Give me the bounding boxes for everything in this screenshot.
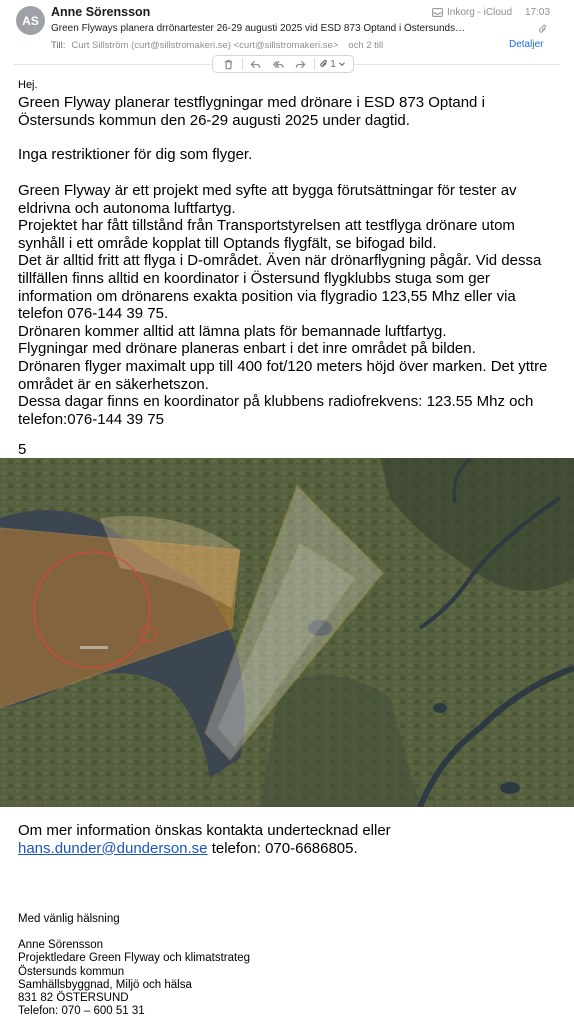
reply-icon — [250, 59, 261, 70]
airspace-map-image[interactable] — [0, 458, 574, 807]
reply-all-icon — [273, 59, 284, 70]
to-label: Till: — [51, 40, 66, 51]
signature-block — [18, 939, 250, 1019]
contact-text: Om mer information önskas kontakta undertecknad eller — [18, 822, 391, 839]
subject-line: Green Flyways planera drrönartester 26-29 augusti 2025 vid ESD 873 Optand i Östersunds… — [51, 23, 466, 34]
contact-email-link[interactable]: hans.dunder@dunderson.se — [18, 839, 208, 857]
mailbox-label: Inkorg - iCloud — [447, 7, 513, 18]
recipients-row — [51, 40, 383, 51]
image-number: 5 — [18, 441, 27, 458]
signature-org: Östersunds kommun — [18, 965, 125, 978]
restriction-paragraph: Inga restriktioner för dig som flyger. — [18, 146, 253, 163]
attachment-icon — [538, 23, 548, 35]
message-header — [0, 0, 574, 80]
trash-icon — [223, 59, 234, 70]
signature-phone: Telefon: 070 – 600 51 31 — [18, 1005, 145, 1018]
forward-button[interactable] — [292, 57, 310, 71]
received-time: 17:03 — [525, 7, 551, 18]
reply-button[interactable] — [247, 57, 265, 71]
body-line: Drönaren kommer alltid att lämna plats för bemannade luftfartyg. — [18, 322, 447, 340]
details-link[interactable]: Detaljer — [509, 39, 544, 50]
avatar[interactable]: AS — [16, 6, 45, 35]
sender-name[interactable]: Anne Sörensson — [51, 5, 151, 19]
inbox-icon — [432, 8, 443, 17]
paperclip-icon — [319, 59, 329, 69]
toolbar-divider — [314, 58, 315, 70]
body-line: Drönaren flyger maximalt upp till 400 fot/120 meters höjd över marken. Det yttre området är en säkerhetszon. — [18, 357, 548, 393]
body-line: Det är alltid fritt att flyga i D-området. Även när drönarflygning pågår. Vid dessa tillfällen finns alltid en koordinator i Östersund flygklubbs stuga som ger information om drönarens exakta position via flygradio 123,55 Mhz eller via telefon 076-144 39 75. — [18, 252, 542, 323]
signature-name: Anne Sörensson — [18, 939, 104, 951]
to-recipient[interactable]: Curt Sillström (curt@sillstromakeri.se) <curt@sillstromakeri.se> — [71, 40, 339, 51]
details-paragraph — [18, 182, 558, 428]
contact-paragraph — [18, 822, 558, 857]
intro-paragraph: Green Flyway planerar testflygningar med drönare i ESD 873 Optand i Östersunds kommun den 26-29 augusti 2025 under dagtid. — [18, 94, 485, 129]
body-line: Dessa dagar finns en koordinator på klubbens radiofrekvens: 123.55 Mhz och telefon:076-144 39 75 — [18, 393, 534, 428]
signature-dept: Samhällsbyggnad, Miljö och hälsa — [18, 978, 192, 991]
signature-closing: Med vänlig hälsning — [18, 913, 120, 925]
body-line: Flygningar med drönare planeras enbart i det inre området på bilden. — [18, 340, 476, 358]
chevron-down-icon — [337, 59, 347, 69]
reply-all-button[interactable] — [269, 57, 287, 71]
attachments-menu-button[interactable] — [319, 59, 347, 70]
toolbar-divider — [242, 58, 243, 70]
contact-phone: telefon: 070-6686805. — [211, 839, 358, 857]
message-toolbar — [212, 55, 354, 73]
signature-title: Projektledare Green Flyway och klimatstrateg — [18, 952, 251, 965]
greeting: Hej. — [18, 79, 38, 91]
forward-icon — [295, 59, 306, 70]
delete-button[interactable] — [219, 57, 237, 71]
body-line: Projektet har fått tillstånd från Transportstyrelsen att testflyga drönare utom synhåll i ett område kopplat till Optands flygfält, se bifogad bild. — [18, 217, 515, 252]
mailbox-indicator — [432, 7, 512, 18]
attachment-count: 1 — [330, 58, 336, 70]
signature-address: 831 82 ÖSTERSUND — [18, 992, 129, 1005]
body-line: Green Flyway är ett projekt med syfte att bygga förutsättningar för tester av eldrivna och autonoma luftfartyg. — [18, 182, 517, 217]
more-recipients[interactable]: och 2 till — [348, 40, 384, 51]
